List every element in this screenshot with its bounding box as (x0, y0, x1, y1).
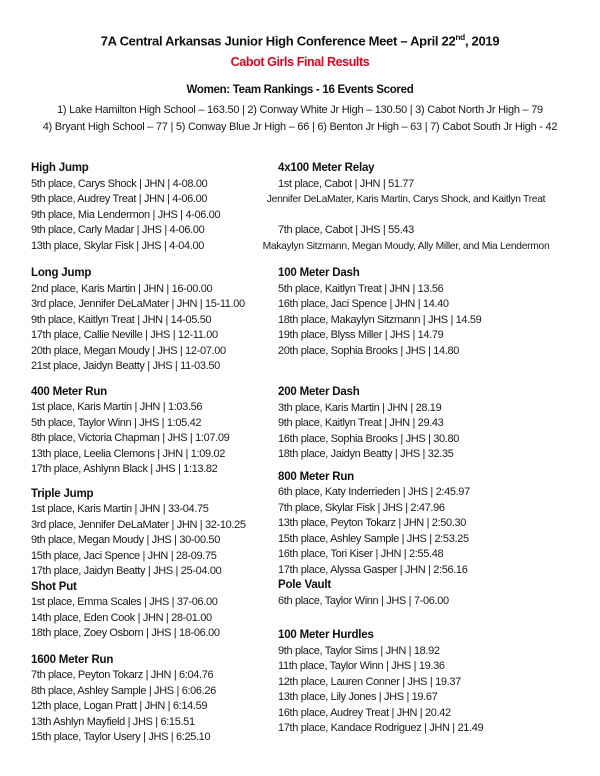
results-column-left (31, 161, 256, 746)
result-entry: 8th place, Victoria Chapman | JHS | 1:07.09 (31, 432, 230, 444)
result-entry: 5th place, Carys Shock | JHN | 4-08.00 (31, 177, 208, 190)
result-entry: 3th place, Karis Martin | JHN | 28.19 (278, 401, 442, 414)
event-section-400-meter-run (31, 385, 256, 478)
result-entry: 9th place, Kaitlyn Treat | JHN | 29.43 (278, 417, 444, 429)
result-entry: 9th place, Carly Madar | JHS | 4-06.00 (31, 224, 205, 236)
result-entry: 14th place, Eden Cook | JHN | 28-01.00 (31, 611, 212, 624)
page-title (0, 28, 600, 50)
result-entry: 15th place, Jaci Spence | JHN | 28-09.75 (31, 549, 217, 562)
result-entry: 9th place, Taylor Sims | JHN | 18.92 (278, 644, 440, 657)
result-entry: 8th place, Ashley Sample | JHS | 6:06.26 (31, 684, 216, 697)
result-entry: 17th place, Ashlynn Black | JHS | 1:13.82 (31, 463, 218, 475)
relay-team-members: Jennifer DeLaMater, Karis Martin, Carys Shock, and Kaitlyn Treat (266, 194, 546, 205)
title-suffix: , 2019 (464, 33, 500, 49)
result-entry: 2nd place, Karis Martin | JHN | 16-00.00 (31, 282, 213, 295)
page-subtitle: Cabot Girls Final Results (230, 55, 370, 70)
event-heading: High Jump (31, 162, 89, 174)
event-heading: 100 Meter Dash (278, 267, 360, 279)
event-heading: 800 Meter Run (278, 470, 355, 483)
result-entry: 12th place, Logan Pratt | JHN | 6:14.59 (31, 700, 208, 712)
event-section-200-meter-dash (240, 385, 572, 463)
event-heading: 100 Meter Hurdles (278, 629, 374, 641)
team-rankings-line-1: 1) Lake Hamilton High School – 163.50 | 2) Conway White Jr High – 130.50 | 3) Cabot North Jr High – 79 (57, 104, 543, 117)
event-heading: Pole Vault (278, 579, 331, 591)
event-section-800-meter-run (240, 470, 572, 579)
result-entry: 7th place, Peyton Tokarz | JHN | 6:04.76 (31, 669, 214, 681)
result-entry: 1st place, Emma Scales | JHS | 37-06.00 (31, 596, 218, 608)
event-heading: 4x100 Meter Relay (278, 162, 375, 174)
result-entry: 9th place, Megan Moudy | JHS | 30-00.50 (31, 534, 220, 546)
result-entry: 15th place, Taylor Usery | JHS | 6:25.10 (31, 731, 211, 743)
event-section-shot-put (31, 580, 256, 642)
event-section-long-jump (31, 266, 256, 375)
result-entry: 5th place, Kaitlyn Treat | JHN | 13.56 (278, 282, 444, 295)
result-entry: 1st place, Karis Martin | JHN | 1:03.56 (31, 401, 203, 413)
result-entry: 12th place, Lauren Conner | JHS | 19.37 (278, 675, 461, 688)
result-entry: 7th place, Skylar Fisk | JHS | 2:47.96 (278, 501, 445, 514)
event-heading: Triple Jump (31, 487, 94, 500)
event-section-100-meter-dash (240, 266, 572, 359)
result-entry: 7th place, Cabot | JHS | 55.43 (278, 224, 414, 236)
result-entry: 3rd place, Jennifer DeLaMater | JHN | 32-10.25 (31, 518, 246, 531)
result-entry: 13th place, Peyton Tokarz | JHN | 2:50.30 (278, 517, 467, 529)
event-section-triple-jump (31, 487, 256, 580)
result-entry: 21st place, Jaidyn Beatty | JHS | 11-03.50 (31, 360, 220, 372)
event-section-100-meter-hurdles (240, 628, 572, 737)
event-section-4x100-meter-relay (240, 161, 572, 254)
result-entry: 16th place, Tori Kiser | JHN | 2:55.48 (278, 548, 444, 560)
result-entry: 13th place, Lily Jones | JHS | 19.67 (278, 691, 438, 703)
title-ordinal-superscript: nd (455, 32, 465, 42)
relay-team-members: Makaylyn Sitzmann, Megan Moudy, Ally Miller, and Mia Lendermon (262, 240, 550, 252)
blank-line (240, 208, 572, 224)
result-entry: 18th place, Zoey Osborn | JHS | 18-06.00 (31, 627, 220, 639)
result-entry: 20th place, Sophia Brooks | JHS | 14.80 (278, 344, 460, 357)
result-entry: 16th place, Sophia Brooks | JHS | 30.80 (278, 432, 460, 445)
result-entry: 16th place, Audrey Treat | JHN | 20.42 (278, 706, 451, 719)
result-entry: 13th place, Leelia Clemons | JHN | 1:09.02 (31, 447, 226, 460)
result-entry: 17th place, Callie Neville | JHS | 12-11.00 (31, 329, 218, 341)
event-section-1600-meter-run (31, 653, 256, 746)
event-heading: 400 Meter Run (31, 385, 108, 398)
result-entry: 9th place, Mia Lendermon | JHS | 4-06.00 (31, 208, 221, 221)
event-section-high-jump (31, 161, 256, 254)
result-entry: 6th place, Katy Inderrieden | JHS | 2:45.97 (278, 486, 470, 498)
result-entry: 9th place, Kaitlyn Treat | JHN | 14-05.50 (31, 313, 212, 326)
team-rankings-line-2: 4) Bryant High School – 77 | 5) Conway Blue Jr High – 66 | 6) Benton Jr High – 63 | 7) Cabot South Jr High - 42 (42, 121, 558, 134)
result-entry: 5th place, Taylor Winn | JHS | 1:05.42 (31, 416, 202, 429)
result-entry: 20th place, Megan Moudy | JHS | 12-07.00 (31, 344, 226, 357)
result-entry: 18th place, Jaidyn Beatty | JHS | 32.35 (278, 448, 454, 460)
result-entry: 16th place, Jaci Spence | JHN | 14.40 (278, 298, 449, 310)
title-prefix: 7A Central Arkansas Junior High Conference Meet – April 22 (100, 33, 456, 49)
team-rankings-heading: Women: Team Rankings - 16 Events Scored (186, 84, 414, 97)
result-entry: 17th place, Kandace Rodriguez | JHN | 21.49 (278, 722, 484, 734)
document-header (0, 28, 600, 136)
result-entry: 13th Ashlyn Mayfield | JHS | 6:15.51 (31, 715, 195, 728)
result-entry: 17th place, Jaidyn Beatty | JHS | 25-04.00 (31, 565, 222, 577)
result-entry: 9th place, Audrey Treat | JHN | 4-06.00 (31, 193, 208, 205)
result-entry: 11th place, Taylor Winn | JHS | 19.36 (278, 660, 445, 672)
result-entry: 17th place, Alyssa Gasper | JHN | 2:56.16 (278, 563, 468, 576)
results-column-right (240, 161, 572, 737)
result-entry: 6th place, Taylor Winn | JHS | 7-06.00 (278, 594, 449, 607)
event-heading: 1600 Meter Run (31, 653, 114, 666)
event-section-pole-vault (240, 578, 572, 609)
result-entry: 1st place, Cabot | JHN | 51.77 (278, 177, 414, 190)
event-heading: Shot Put (31, 580, 77, 593)
result-entry: 18th place, Makaylyn Sitzmann | JHS | 14.59 (278, 313, 482, 326)
result-entry: 1st place, Karis Martin | JHN | 33-04.75 (31, 503, 209, 515)
event-heading: Long Jump (31, 267, 92, 279)
result-entry: 15th place, Ashley Sample | JHS | 2:53.25 (278, 532, 469, 545)
result-entry: 3rd place, Jennifer DeLaMater | JHN | 15-11.00 (31, 298, 245, 310)
result-entry: 13th place, Skylar Fisk | JHS | 4-04.00 (31, 239, 205, 252)
event-heading: 200 Meter Dash (278, 386, 360, 398)
result-entry: 19th place, Blyss Miller | JHS | 14.79 (278, 329, 444, 341)
